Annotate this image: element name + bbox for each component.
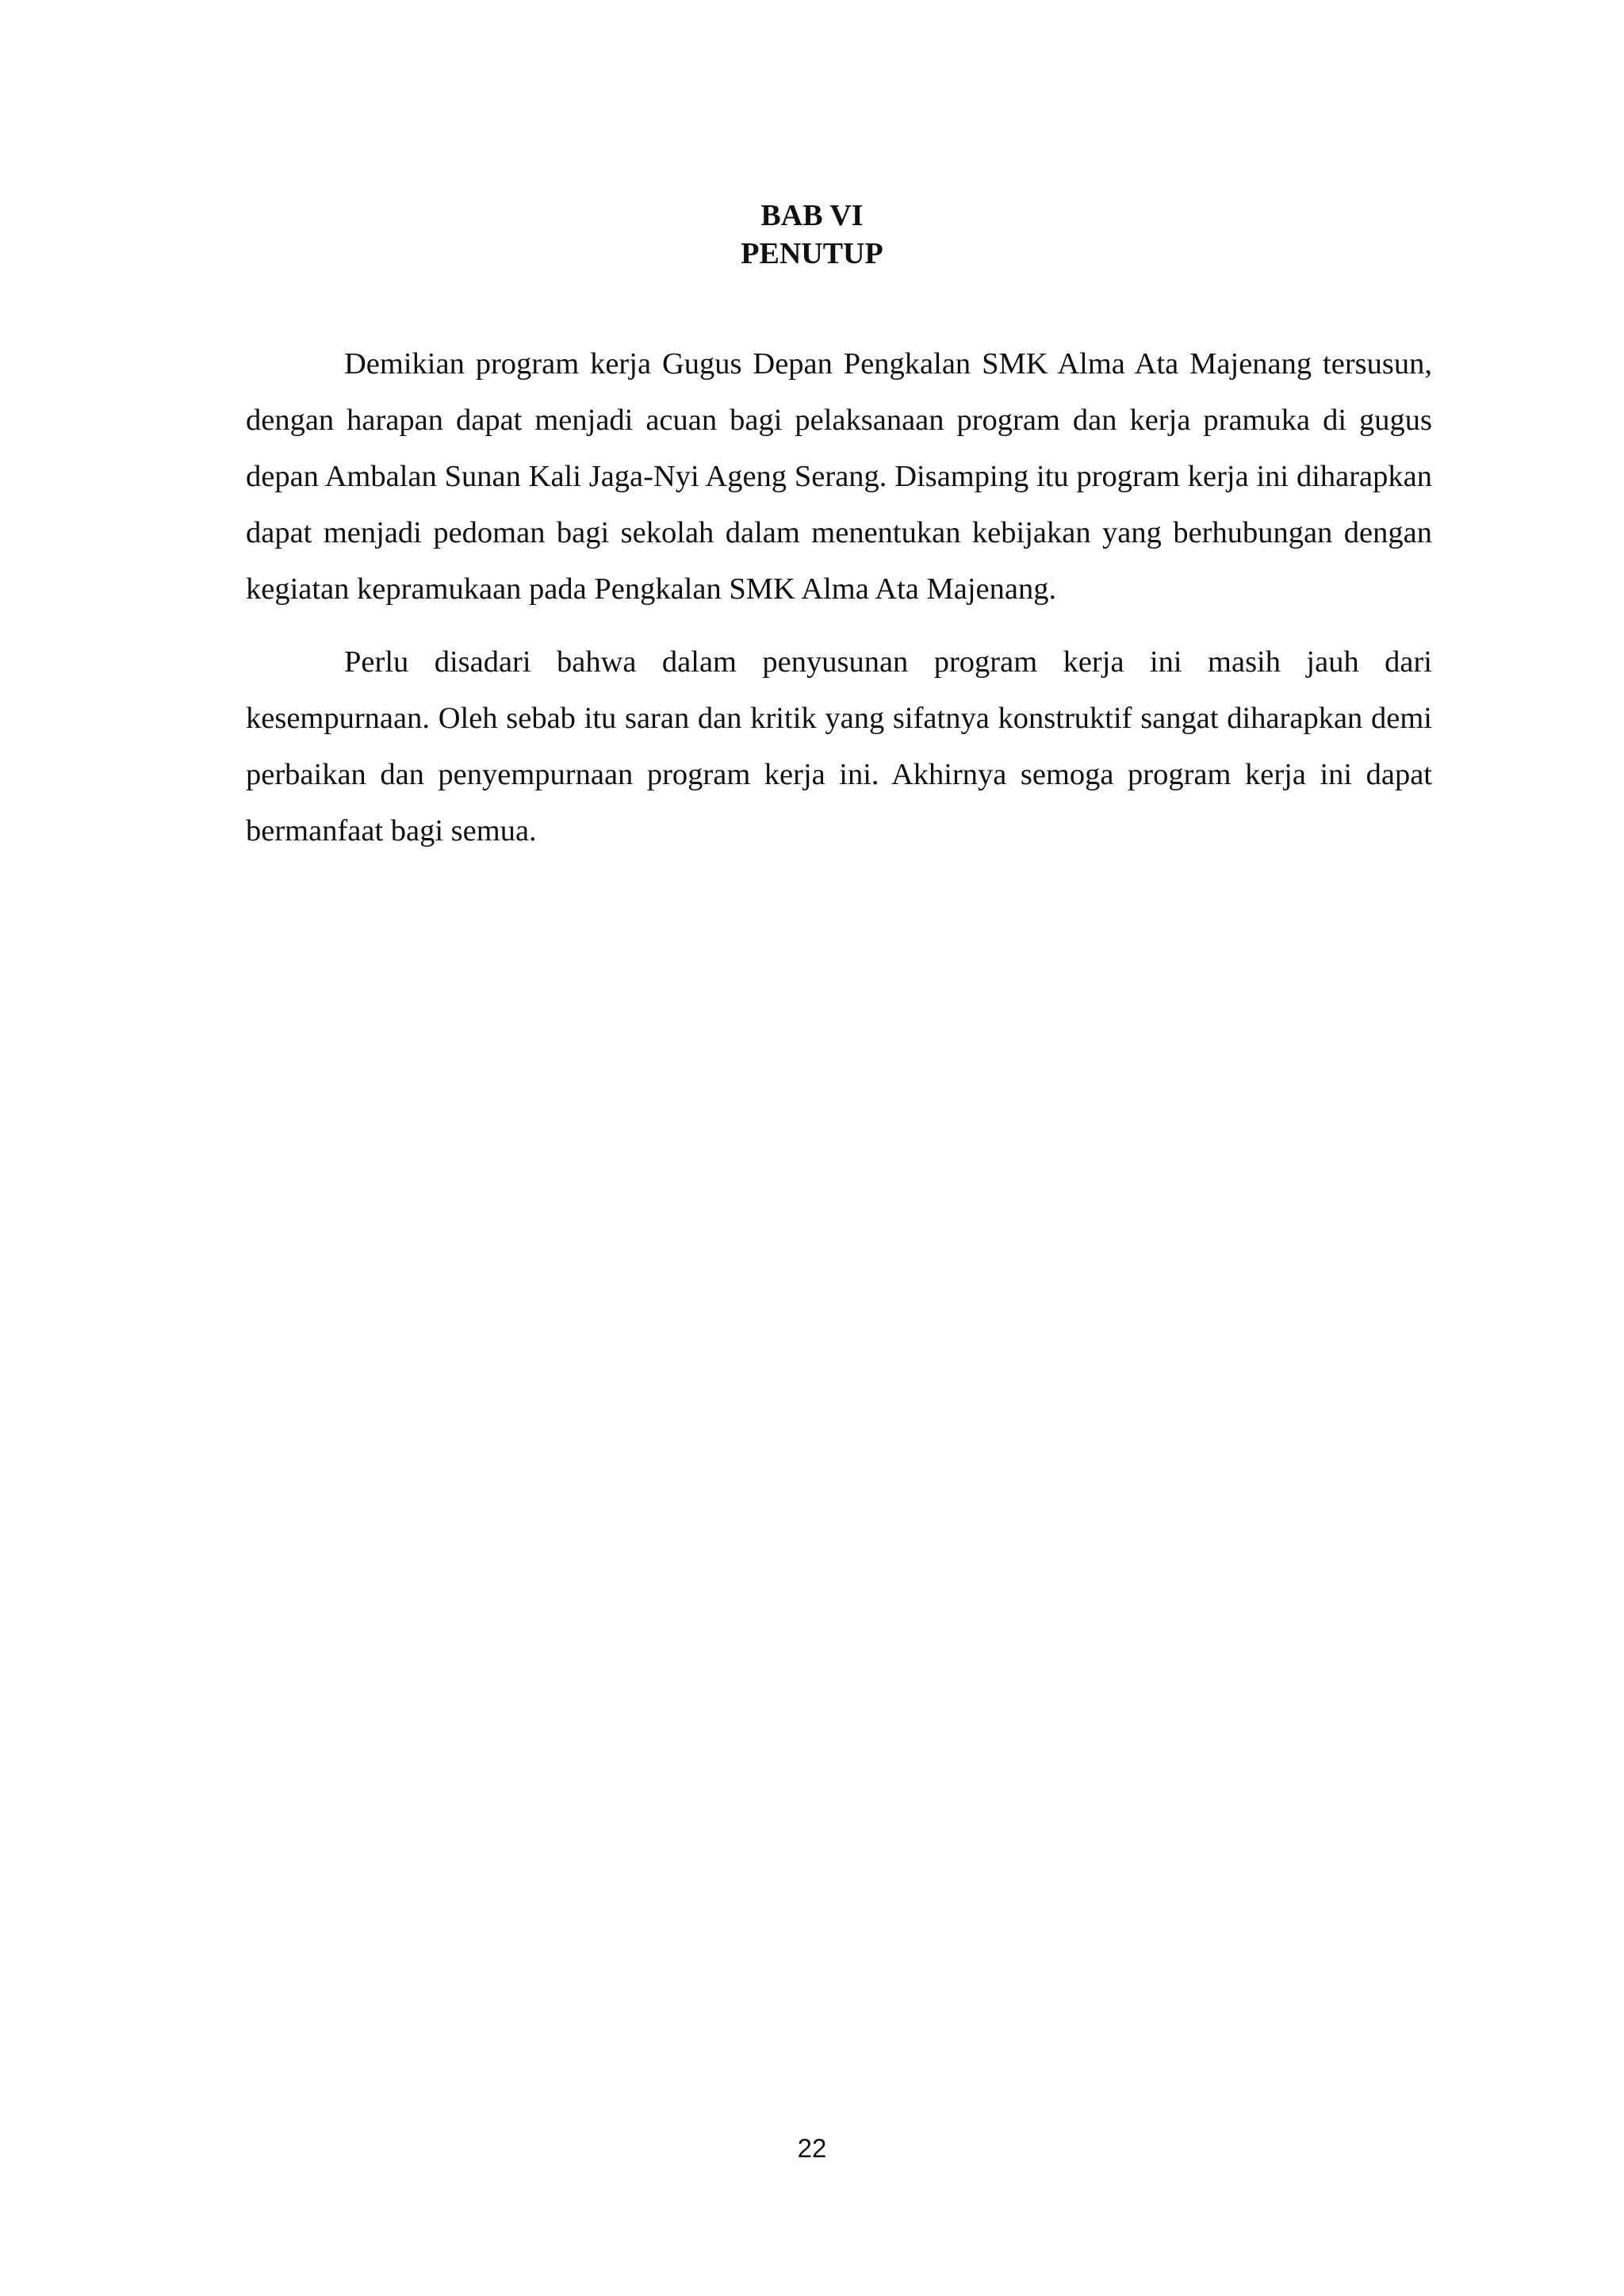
body-text	[246, 336, 1432, 876]
chapter-number: BAB VI	[760, 199, 864, 232]
paragraph-closing-remarks: Perlu disadari bahwa dalam penyusunan program kerja ini masih jauh dari kesempurnaan. Oleh sebab itu saran dan kritik yang sifatnya konstruktif sangat diharapkan demi perbaikan dan penyempurnaan program kerja ini. Akhirnya semoga program kerja ini dapat bermanfaat bagi semua.	[246, 645, 1432, 848]
chapter-title: PENUTUP	[741, 237, 883, 270]
paragraph-closing-intro: Demikian program kerja Gugus Depan Pengkalan SMK Alma Ata Majenang tersusun, dengan harapan dapat menjadi acuan bagi pelaksanaan program dan kerja pramuka di gugus depan Ambalan Sunan Kali Jaga-Nyi Ageng Serang. Disamping itu program kerja ini diharapkan dapat menjadi pedoman bagi sekolah dalam menentukan kebijakan yang berhubungan dengan kegiatan kepramukaan pada Pengkalan SMK Alma Ata Majenang.	[246, 347, 1432, 606]
chapter-heading	[0, 197, 1624, 273]
page-number: 22	[797, 2133, 827, 2163]
